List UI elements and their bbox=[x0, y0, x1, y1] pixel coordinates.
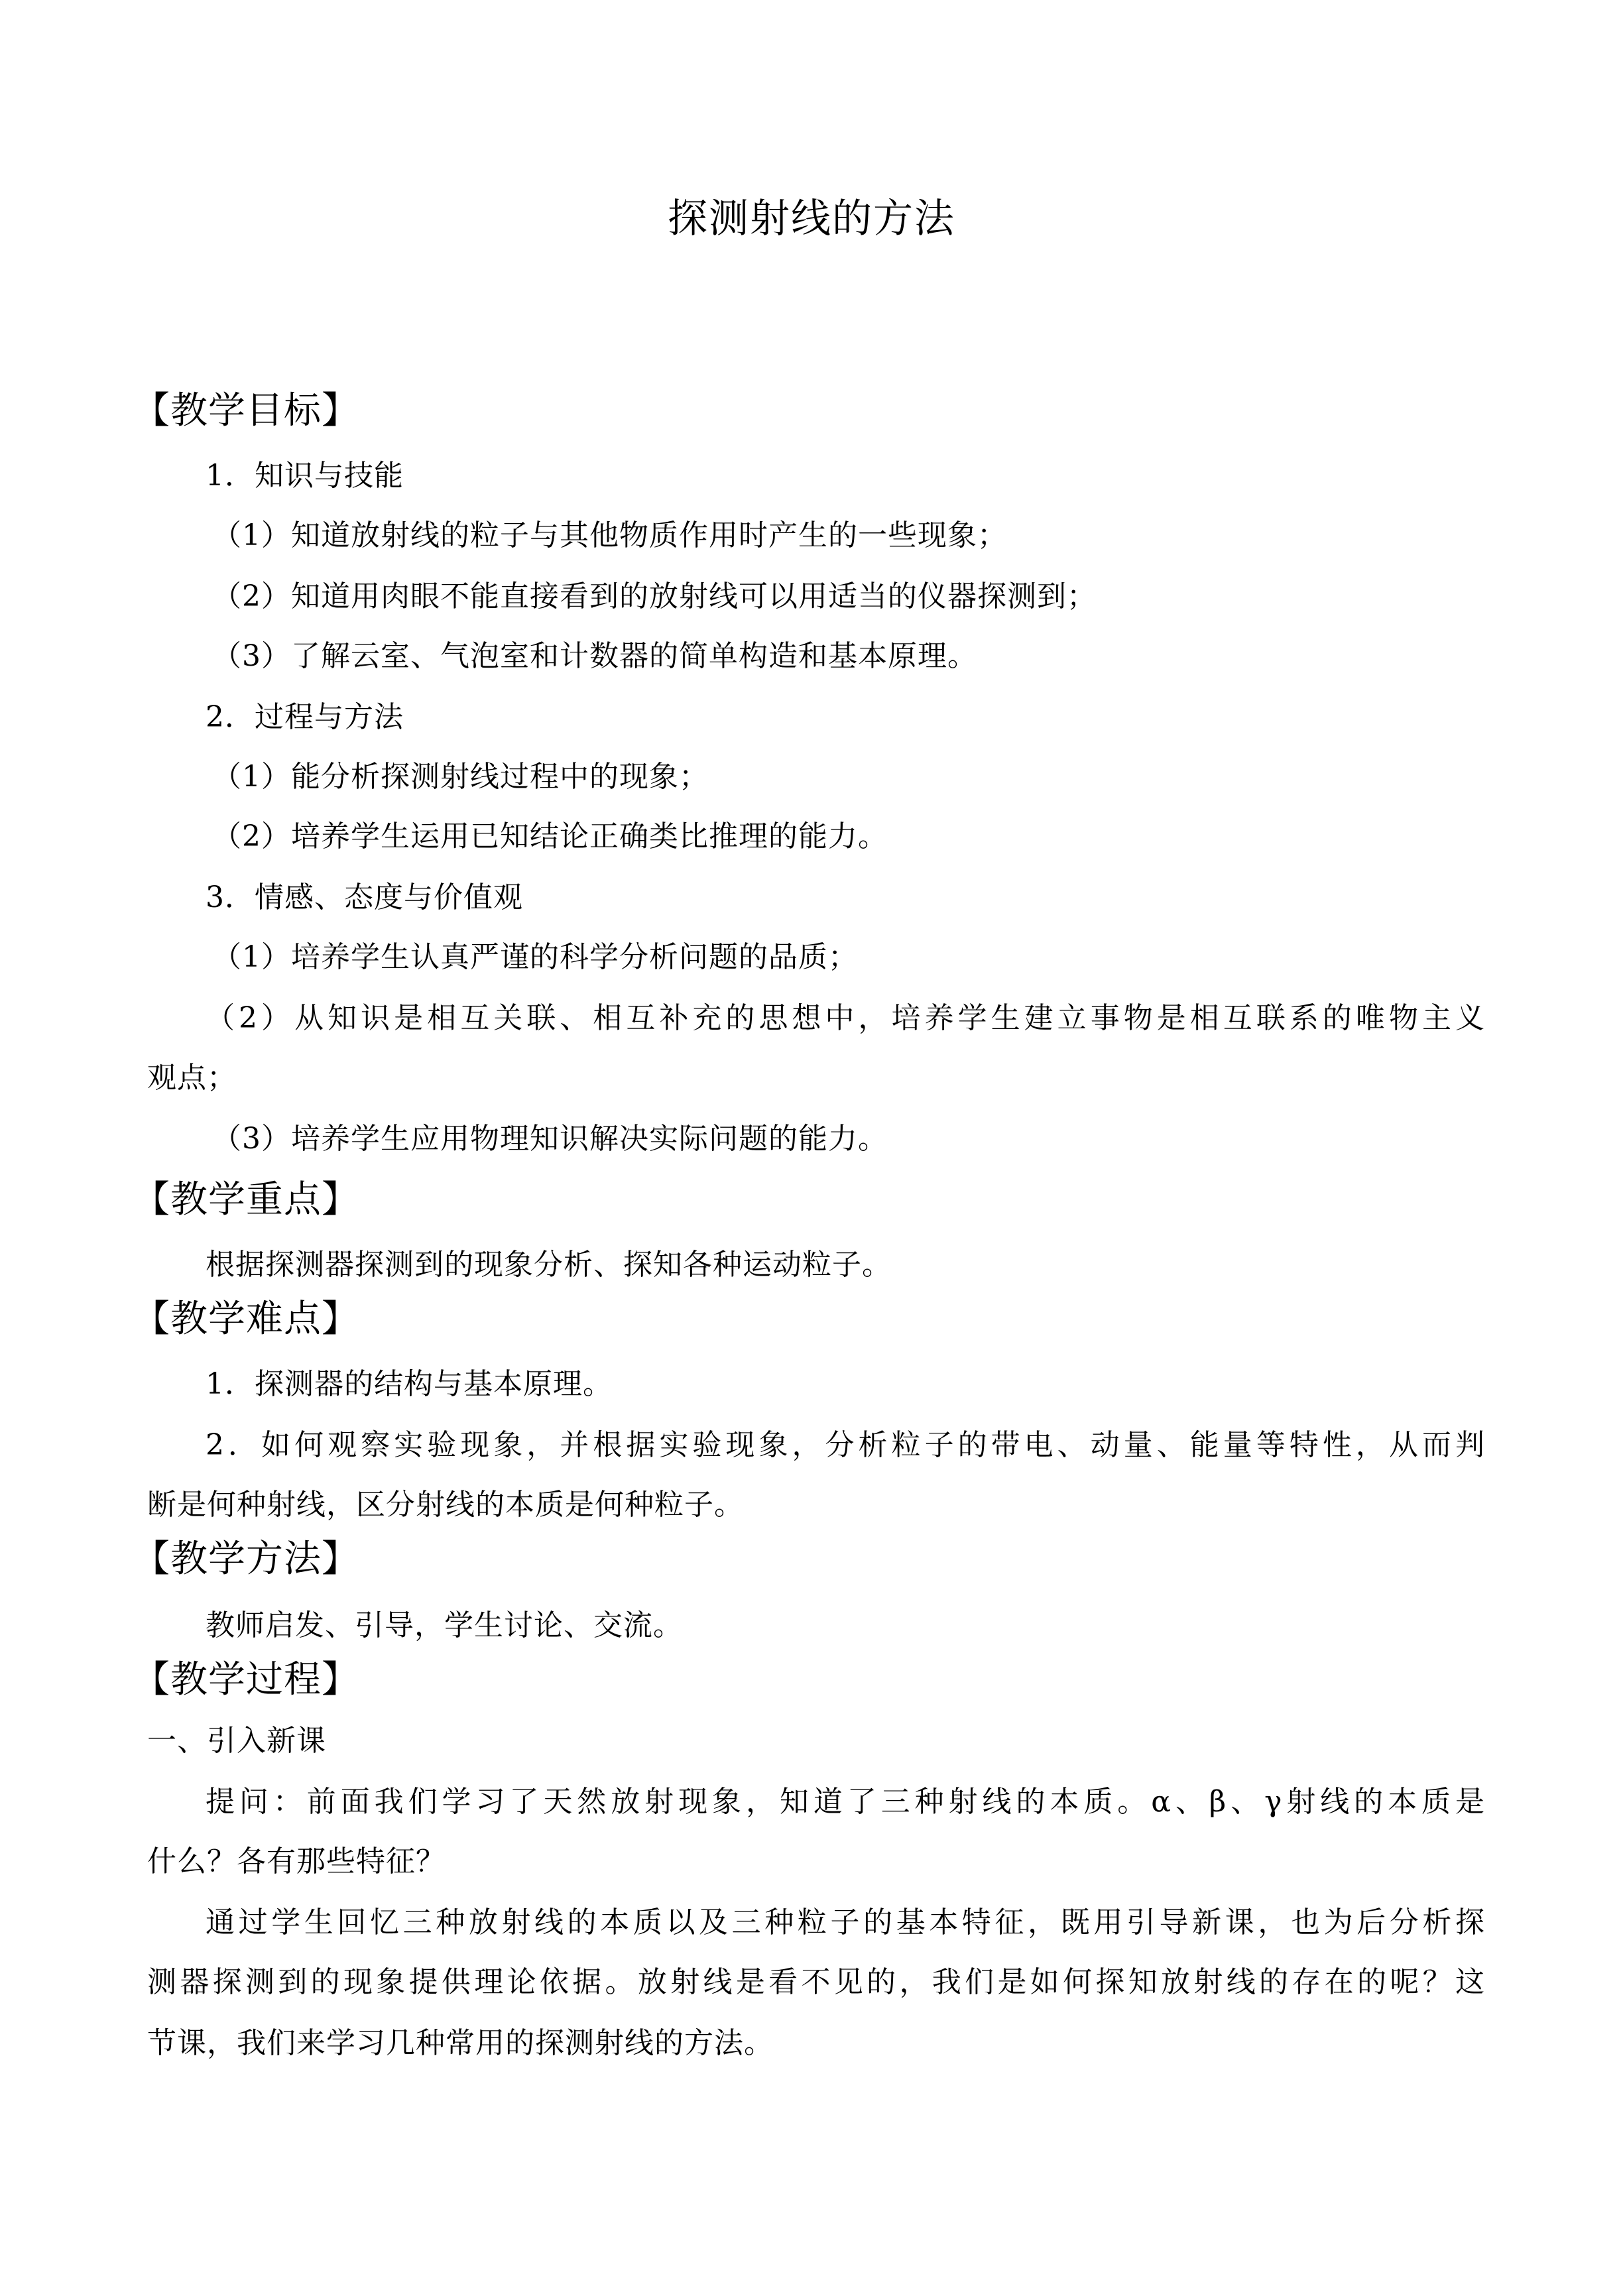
attitude-item-1: （1）培养学生认真严谨的科学分析问题的品质； bbox=[212, 940, 858, 974]
difficulty-item-2-continued: 断是何种射线，区分射线的本质是何种粒子。 bbox=[147, 1488, 744, 1522]
process-method-heading: 2．过程与方法 bbox=[206, 700, 404, 734]
section-heading-objectives: 【教学目标】 bbox=[133, 389, 359, 432]
process-method-item-1: （1）能分析探测射线过程中的现象； bbox=[212, 760, 709, 794]
document-title: 探测射线的方法 bbox=[668, 196, 955, 242]
difficulty-item-2: 2．如何观察实验现象，并根据实验现象，分析粒子的带电、动量、能量等特性，从而判 bbox=[206, 1428, 1485, 1462]
knowledge-heading: 1．知识与技能 bbox=[206, 459, 404, 493]
process-part-1-heading: 一、引入新课 bbox=[147, 1724, 326, 1758]
process-paragraph-1: 提问：前面我们学习了天然放射现象，知道了三种射线的本质。α、β、γ射线的本质是 bbox=[206, 1785, 1485, 1819]
section-heading-difficulties: 【教学难点】 bbox=[133, 1298, 359, 1341]
attitude-item-2-continued: 观点； bbox=[147, 1061, 237, 1095]
section-heading-key-points: 【教学重点】 bbox=[133, 1178, 359, 1221]
process-paragraph-2-continued: 测器探测到的现象提供理论依据。放射线是看不见的，我们是如何探知放射线的存在的呢？这 bbox=[147, 1965, 1485, 1999]
section-heading-methods: 【教学方法】 bbox=[133, 1538, 359, 1581]
key-points-text: 根据探测器探测到的现象分析、探知各种运动粒子。 bbox=[206, 1248, 892, 1282]
difficulty-item-1: 1．探测器的结构与基本原理。 bbox=[206, 1367, 613, 1401]
process-method-item-2: （2）培养学生运用已知结论正确类比推理的能力。 bbox=[212, 819, 888, 853]
attitude-item-3: （3）培养学生应用物理知识解决实际问题的能力。 bbox=[212, 1122, 888, 1156]
knowledge-item-2: （2）知道用肉眼不能直接看到的放射线可以用适当的仪器探测到； bbox=[212, 579, 1097, 613]
process-paragraph-2: 通过学生回忆三种放射线的本质以及三种粒子的基本特征，既用引导新课，也为后分析探 bbox=[206, 1905, 1485, 1939]
methods-text: 教师启发、引导，学生讨论、交流。 bbox=[206, 1608, 683, 1642]
attitude-item-2: （2）从知识是相互关联、相互补充的思想中，培养学生建立事物是相互联系的唯物主义 bbox=[206, 1001, 1485, 1035]
process-paragraph-1-continued: 什么？各有那些特征？ bbox=[147, 1844, 446, 1878]
section-heading-process: 【教学过程】 bbox=[133, 1658, 359, 1701]
attitude-heading: 3．情感、态度与价值观 bbox=[206, 880, 523, 914]
knowledge-item-3: （3）了解云室、气泡室和计数器的简单构造和基本原理。 bbox=[212, 639, 977, 673]
process-paragraph-2-end: 节课，我们来学习几种常用的探测射线的方法。 bbox=[147, 2026, 774, 2060]
knowledge-item-1: （1）知道放射线的粒子与其他物质作用时产生的一些现象； bbox=[212, 518, 1007, 552]
